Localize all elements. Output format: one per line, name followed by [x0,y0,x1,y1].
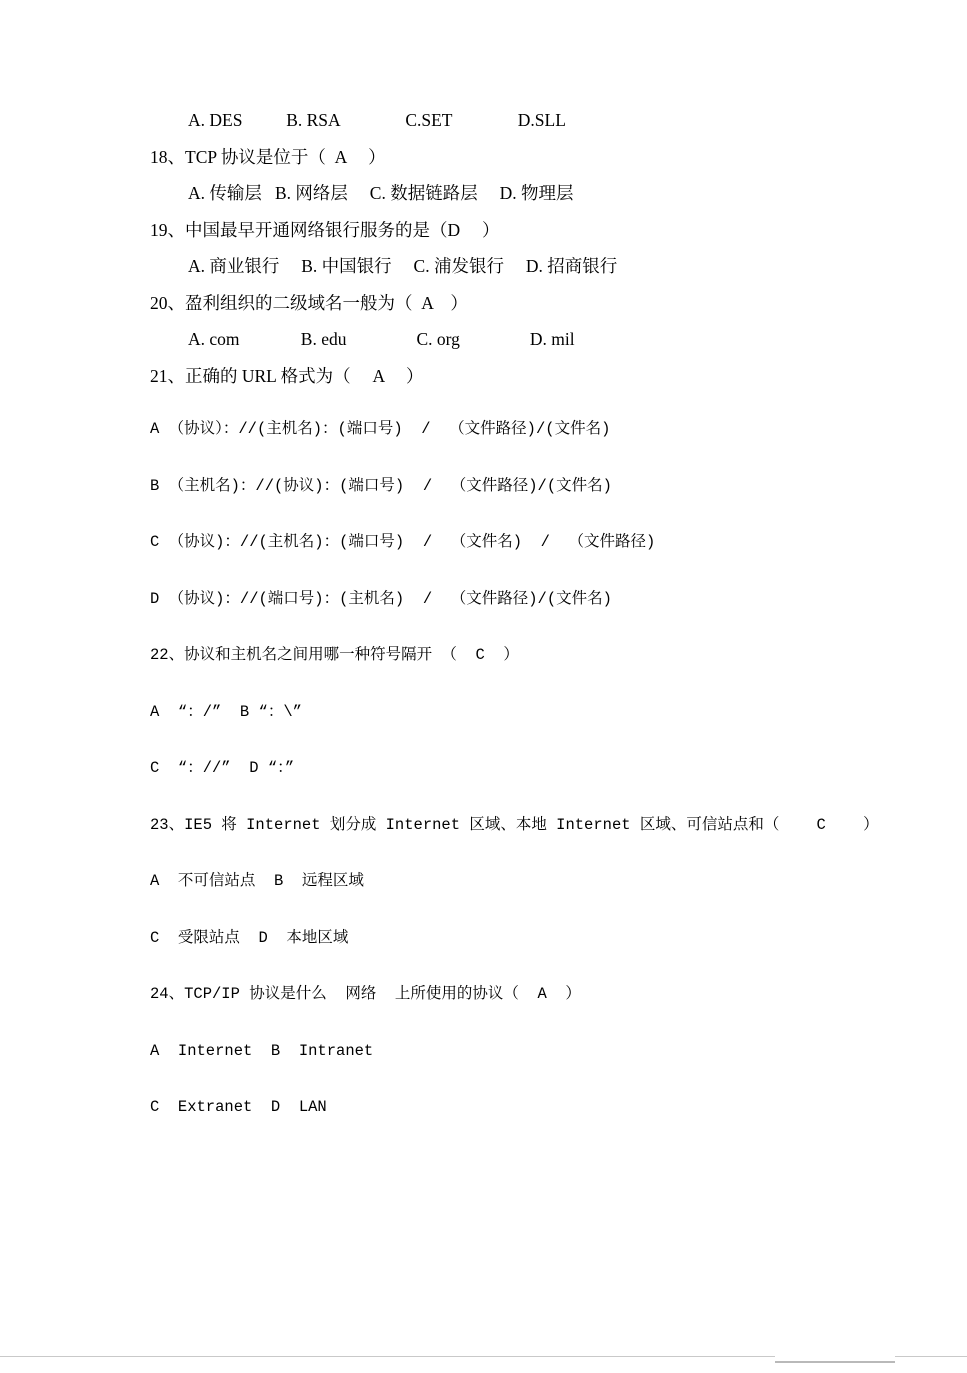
question-22-option-ab: A “：/” B “：\” [150,702,302,721]
page-footer-mark [775,1349,895,1363]
question-23-stem: 23、IE5 将 Internet 划分成 Internet 区域、本地 Internet 区域、可信站点和（ C ） [150,815,879,834]
question-24-stem: 24、TCP/IP 协议是什么 网络 上所使用的协议（ A ） [150,985,581,1003]
question-21-option-b: B （主机名)：//(协议)：(端口号) / （文件路径)/(文件名) [150,476,612,495]
question-18-options: A. 传输层 B. 网络层 C. 数据链路层 D. 物理层 [188,183,574,203]
question-21-option-d: D （协议)：//(端口号)：(主机名) / （文件路径)/(文件名) [150,589,612,608]
question-24-option-cd: C Extranet D LAN [150,1098,327,1116]
question-20-stem: 20、盈利组织的二级域名一般为（ A ） [150,292,468,313]
question-23-option-cd: C 受限站点 D 本地区域 [150,928,349,947]
question-23-option-ab: A 不可信站点 B 远程区域 [150,872,364,890]
question-19-stem: 19、中国最早开通网络银行服务的是（D ） [150,219,500,240]
question-24-option-ab: A Internet B Intranet [150,1041,374,1060]
question-21-stem: 21、正确的 URL 格式为（ A ） [150,365,424,386]
question-21-option-a: A （协议）：//(主机名)：(端口号) / （文件路径)/(文件名) [150,420,611,438]
question-20-options: A. com B. edu C. org D. mil [188,329,575,349]
question-19-options: A. 商业银行 B. 中国银行 C. 浦发银行 D. 招商银行 [188,256,618,276]
question-22-stem: 22、协议和主机名之间用哪一种符号隔开 （ C ） [150,646,519,664]
question-18-stem: 18、TCP 协议是位于（ A ） [150,146,386,167]
question-22-option-cd: C “：//” D “：” [150,759,295,777]
question-17-options: A. DES B. RSA C.SET D.SLL [188,110,566,130]
question-21-option-c: C （协议)：//(主机名)：(端口号) / （文件名) / （文件路径) [150,533,656,551]
